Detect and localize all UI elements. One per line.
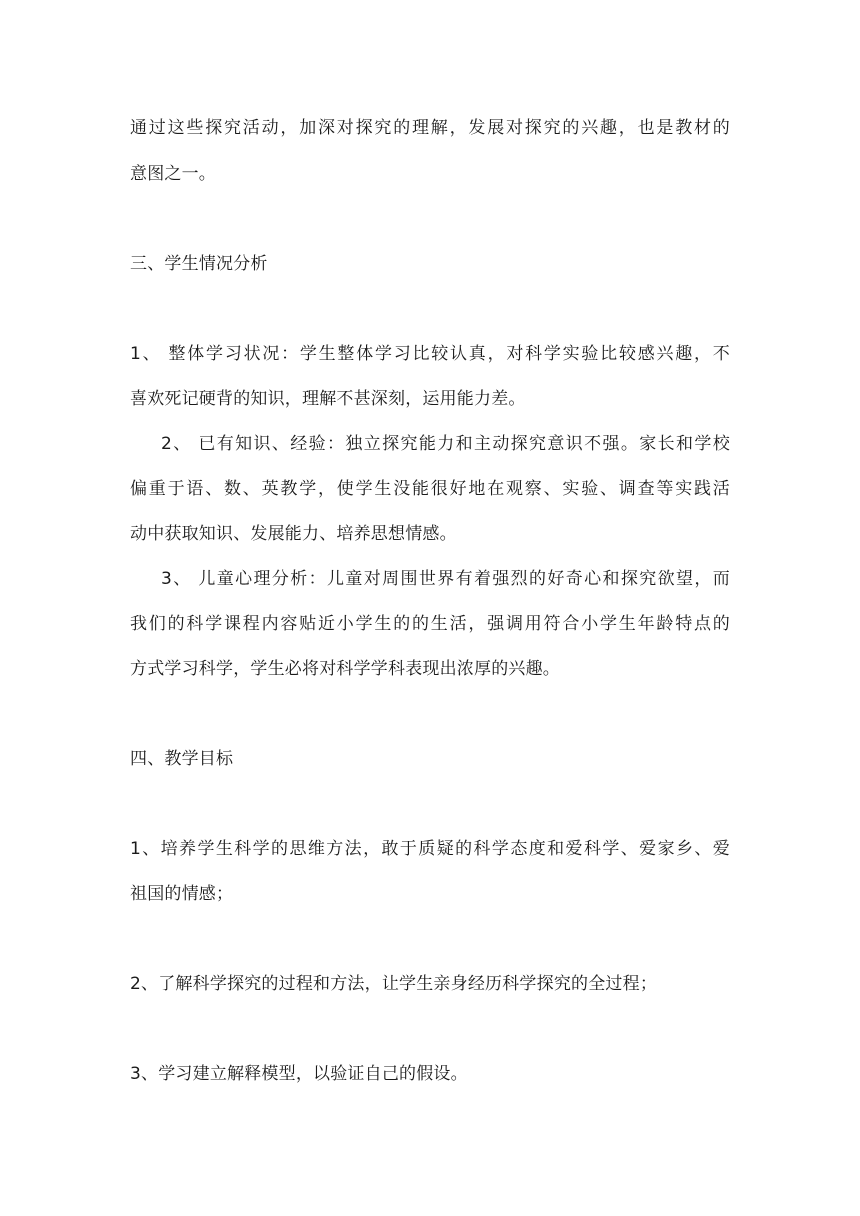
section-3-item-3-line-2: 我们的科学课程内容贴近小学生的的生活，强调用符合小学生年龄特点的 xyxy=(130,614,730,634)
section-3-item-3-line-3: 方式学习科学，学生必将对科学学科表现出浓厚的兴趣。 xyxy=(130,659,560,679)
intro-line-2: 意图之一。 xyxy=(130,164,216,184)
goal-2: 2、了解科学探究的过程和方法，让学生亲身经历科学探究的全过程； xyxy=(130,974,658,994)
goal-3: 3、学习建立解释模型，以验证自己的假设。 xyxy=(130,1064,468,1084)
section-3-item-1-line-2: 喜欢死记硬背的知识，理解不甚深刻，运用能力差。 xyxy=(130,389,526,409)
intro-line-1: 通过这些探究活动，加深对探究的理解，发展对探究的兴趣，也是教材的 xyxy=(130,118,730,138)
section-4-heading: 四、教学目标 xyxy=(130,749,234,769)
goal-1-line-2: 祖国的情感； xyxy=(130,884,234,904)
section-3-item-2-line-2: 偏重于语、数、英教学，使学生没能很好地在观察、实验、调查等实践活 xyxy=(130,479,730,499)
section-3-item-2-line-3: 动中获取知识、发展能力、培养思想情感。 xyxy=(130,524,457,544)
section-3-item-3-line-1: 3、 儿童心理分析：儿童对周围世界有着强烈的好奇心和探究欲望，而 xyxy=(161,569,730,589)
section-3-heading: 三、学生情况分析 xyxy=(130,254,268,274)
section-3-item-2-line-1: 2、 已有知识、经验：独立探究能力和主动探究意识不强。家长和学校 xyxy=(161,434,730,454)
goal-1-line-1: 1、培养学生科学的思维方法，敢于质疑的科学态度和爱科学、爱家乡、爱 xyxy=(130,839,730,859)
section-3-item-1-line-1: 1、 整体学习状况：学生整体学习比较认真，对科学实验比较感兴趣，不 xyxy=(130,344,730,364)
